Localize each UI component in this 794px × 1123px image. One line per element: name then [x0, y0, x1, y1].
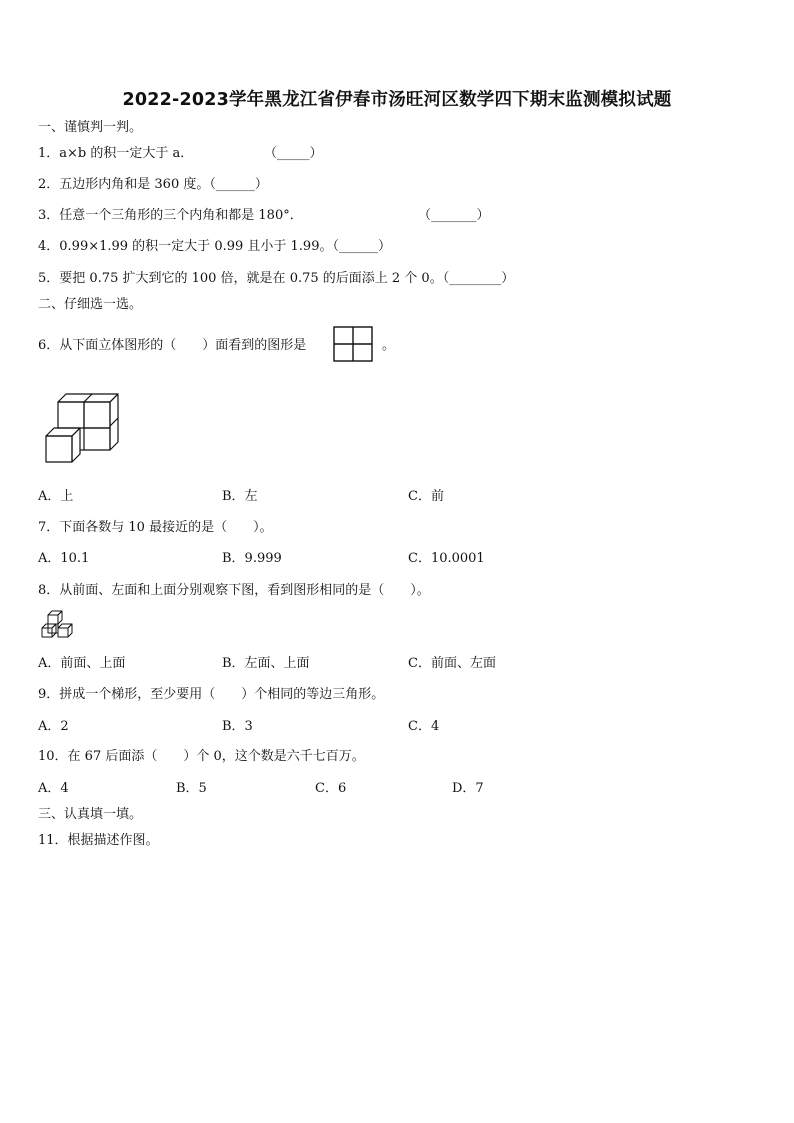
question-10-option-c[interactable]: C．6	[315, 781, 347, 796]
question-7-option-b[interactable]: B．9.999	[222, 551, 282, 566]
question-8-option-c[interactable]: C．前面、左面	[408, 656, 496, 671]
question-9-option-b[interactable]: B．3	[222, 719, 253, 734]
question-5-text: 5．要把 0.75 扩大到它的 100 倍，就是在 0.75 的后面添上 2 个 0。（________）	[38, 271, 515, 286]
question-6-end: 。	[382, 338, 396, 353]
question-8-option-a[interactable]: A．前面、上面	[38, 656, 126, 671]
question-9-option-c[interactable]: C．4	[408, 719, 440, 734]
question-11-text: 11．根据描述作图。	[38, 833, 159, 848]
question-7-option-c[interactable]: C．10.0001	[408, 551, 485, 566]
question-8-option-b[interactable]: B．左面、上面	[222, 656, 310, 671]
question-2-text: 2．五边形内角和是 360 度。（______）	[38, 177, 268, 192]
four-square-grid-figure	[333, 326, 373, 362]
question-3-blank: （_______）	[418, 208, 490, 223]
question-7-text: 7．下面各数与 10 最接近的是（ ）。	[38, 520, 273, 535]
question-6-option-c[interactable]: C．前	[408, 489, 444, 504]
question-10-text: 10．在 67 后面添（ ）个 0，这个数是六千七百万。	[38, 749, 365, 764]
question-1-blank: （_____）	[264, 146, 323, 161]
question-6-option-a[interactable]: A．上	[38, 489, 74, 504]
question-4-text: 4．0.99×1.99 的积一定大于 0.99 且小于 1.99。（______）	[38, 239, 391, 254]
question-1-text: 1．a×b 的积一定大于 a．	[38, 146, 194, 161]
section-heading-1: 一、谨慎判一判。	[38, 120, 143, 135]
page-title: 2022-2023学年黑龙江省伊春市汤旺河区数学四下期末监测模拟试题	[122, 90, 672, 110]
section-heading-3: 三、认真填一填。	[38, 807, 143, 822]
question-6-text: 6．从下面立体图形的（ ）面看到的图形是	[38, 338, 307, 353]
question-9-text: 9．拼成一个梯形，至少要用（ ）个相同的等边三角形。	[38, 687, 385, 702]
question-10-option-d[interactable]: D．7	[452, 781, 484, 796]
question-3-text: 3．任意一个三角形的三个内角和都是 180°．	[38, 208, 303, 223]
question-8-text: 8．从前面、左面和上面分别观察下图，看到图形相同的是（ ）。	[38, 583, 430, 598]
cube-stack-figure	[42, 390, 122, 468]
question-9-option-a[interactable]: A．2	[38, 719, 69, 734]
section-heading-2: 二、仔细选一选。	[38, 297, 143, 312]
question-10-option-b[interactable]: B．5	[176, 781, 207, 796]
question-6-option-b[interactable]: B．左	[222, 489, 258, 504]
question-10-option-a[interactable]: A．4	[38, 781, 69, 796]
question-7-option-a[interactable]: A．10.1	[38, 551, 90, 566]
small-cubes-figure	[40, 609, 74, 639]
